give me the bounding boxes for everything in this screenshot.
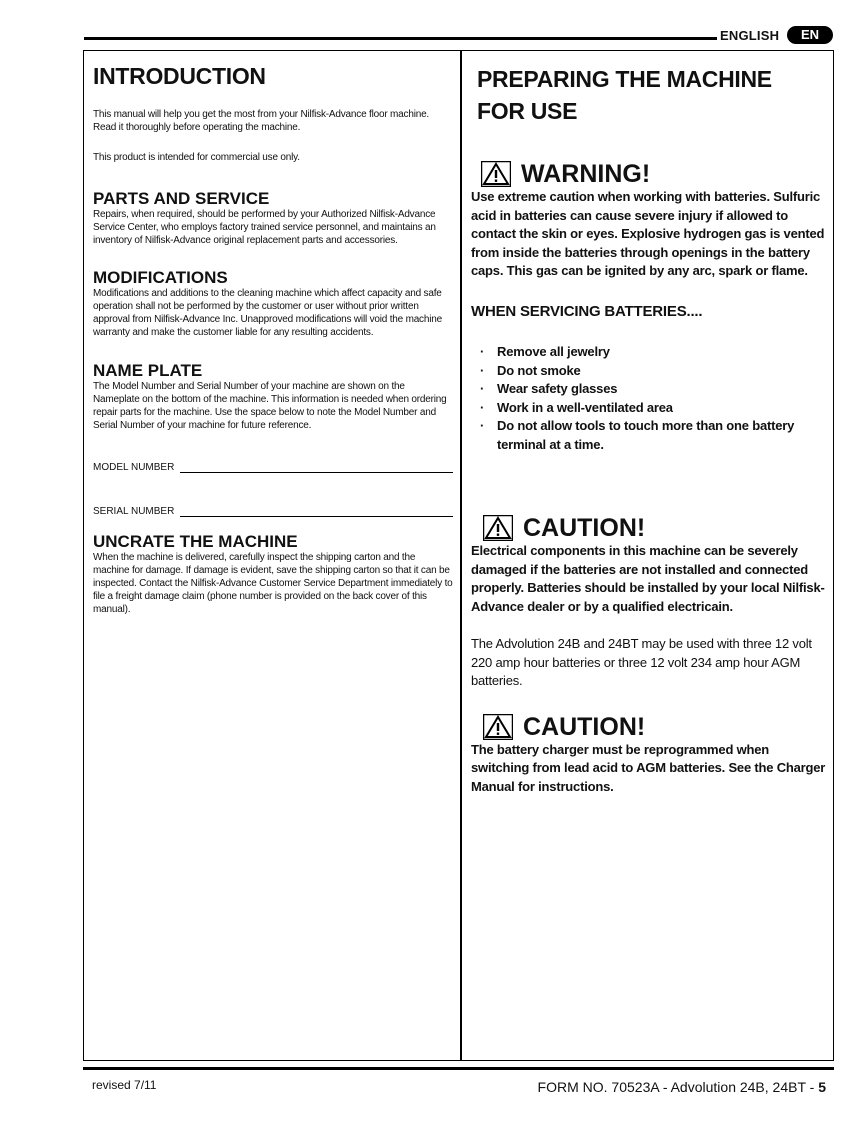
serial-number-label: SERIAL NUMBER	[93, 506, 175, 517]
servicing-heading: WHEN SERVICING BATTERIES....	[471, 302, 703, 320]
modifications-text: Modifications and additions to the cleaning machine which affect capacity and safe operation shall not be performed by the customer or user without prior written approval from Nilfisk-Advance Inc. Unapproved modifications will void the machine warranty and make the customer liable for any resulting accidents.	[93, 288, 442, 338]
caution-title-1: CAUTION!	[523, 514, 646, 542]
header-rule	[84, 37, 717, 40]
model-number-field	[93, 460, 453, 473]
caution-heading-2	[483, 713, 827, 741]
introduction-text: This manual will help you get the most from your Nilfisk-Advance floor machine. Read it thoroughly before operating the machine.	[93, 109, 430, 133]
modifications-heading: MODIFICATIONS	[93, 268, 228, 287]
list-item: · Wear safety glasses	[480, 381, 618, 396]
right-column	[471, 64, 827, 796]
language-badge: EN	[787, 26, 833, 44]
model-number-line[interactable]	[180, 460, 453, 473]
list-item: · Do not allow tools to touch more than one battery terminal at a time.	[480, 418, 795, 452]
uncrate-text: When the machine is delivered, carefully inspect the shipping carton and the machine for damage. If damage is evident, save the shipping carton so that it can be inspected. Contact the Nilfisk-Advance Customer Service Department immediately to file a freight damage claim (phone number is provided on the back cover of this manual).	[93, 552, 453, 615]
caution-text-1: Electrical components in this machine can be severely damaged if the batteries are not installed and connected properly. Batteries should be installed by your local Nilfisk-Advance dealer or by a qualified electricain.	[471, 543, 825, 614]
page-number: 5	[818, 1079, 826, 1095]
list-item: · Do not smoke	[480, 362, 581, 378]
footer-rule	[83, 1067, 834, 1070]
name-plate-heading: NAME PLATE	[93, 361, 203, 380]
caution-triangle-icon	[483, 714, 513, 740]
serial-number-field	[93, 504, 453, 517]
servicing-list	[471, 343, 827, 454]
form-number	[538, 1079, 826, 1095]
serial-number-line[interactable]	[180, 504, 453, 517]
column-divider	[460, 50, 462, 1061]
form-text: FORM NO. 70523A - Advolution 24B, 24BT -	[537, 1079, 819, 1095]
caution-title-2: CAUTION!	[523, 712, 646, 741]
caution-heading-1	[483, 514, 827, 542]
name-plate-text: The Model Number and Serial Number of your machine are shown on the Nameplate on the bottom of the machine. This information is needed when ordering repair parts for the machine. Use the space below to note the Model Number and Serial Number of your machine for future reference.	[93, 381, 447, 431]
list-item: · Work in a well-ventilated area	[480, 399, 673, 415]
caution-text-2: The battery charger must be reprogrammed when switching from lead acid to AGM batteries. See the Charger Manual for instructions.	[471, 741, 826, 794]
warning-heading	[481, 160, 827, 188]
battery-options-text: The Advolution 24B and 24BT may be used with three 12 volt 220 amp hour batteries or three 12 volt 234 amp hour AGM batteries.	[471, 636, 812, 688]
introduction-heading: INTRODUCTION	[93, 63, 266, 89]
preparing-heading-line2: FOR USE	[477, 98, 578, 124]
preparing-heading-line1: PREPARING THE MACHINE	[477, 66, 772, 92]
caution-triangle-icon	[483, 515, 513, 541]
language-label: ENGLISH	[720, 28, 780, 43]
commercial-use-text: This product is intended for commercial use only.	[93, 152, 300, 163]
warning-text: Use extreme caution when working with batteries. Sulfuric acid in batteries can cause severe injury if allowed to contact the skin or eyes. Explosive hydrogen gas is vented from inside the batteries through openings in the battery caps. This gas can be ignited by any arc, spark or flame.	[471, 189, 825, 278]
model-number-label: MODEL NUMBER	[93, 462, 175, 473]
warning-triangle-icon	[481, 161, 511, 187]
parts-service-text: Repairs, when required, should be performed by your Authorized Nilfisk-Advance Service Center, who employs factory trained service personnel, and maintains an inventory of Nilfisk-Advance original replacement parts and accessories.	[93, 209, 436, 246]
parts-service-heading: PARTS AND SERVICE	[93, 189, 270, 208]
revision-date: revised 7/11	[92, 1078, 157, 1092]
left-column	[93, 61, 453, 616]
list-item: · Remove all jewelry	[480, 344, 610, 359]
uncrate-heading: UNCRATE THE MACHINE	[93, 532, 298, 551]
warning-title: WARNING!	[521, 160, 651, 188]
